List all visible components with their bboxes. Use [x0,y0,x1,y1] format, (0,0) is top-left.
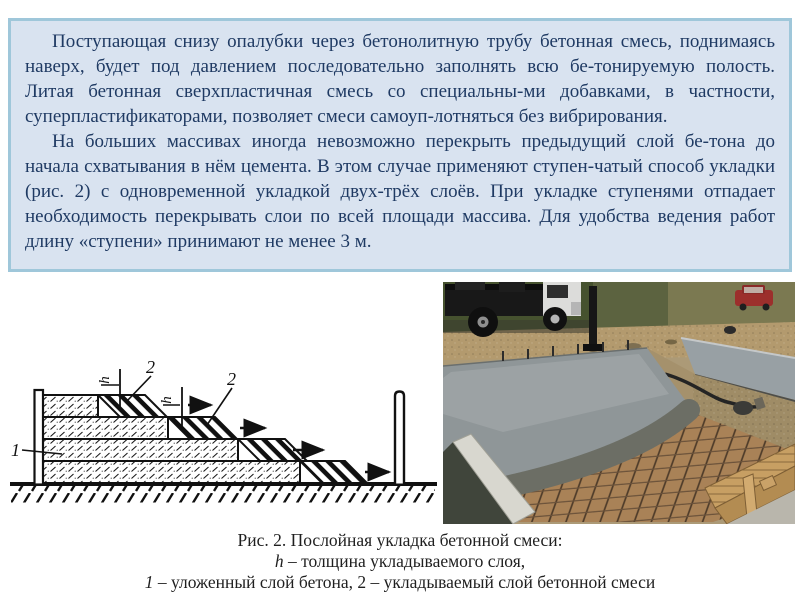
caption-legend-1-2: 1 – уложенный слой бетона, 2 – укладываемый слой бетонной смеси [144,572,656,592]
dimension-label-h1: h [97,376,113,384]
figure-caption [0,530,800,593]
layered-placement-diagram [5,333,440,518]
caption-title: Рис. 2. Послойная укладка бетонной смеси: [237,530,563,550]
label-1: 1 [11,440,20,460]
caption-legend-h: h – толщина укладываемого слоя, [274,551,526,571]
formwork-post-right [395,392,404,484]
info-text-box [8,18,792,272]
construction-photo [443,282,795,524]
dimension-label-h2: h [159,396,175,404]
concrete-layers [42,395,367,483]
paragraph-concrete-mix: Поступающая снизу опалубки через бетонолитную трубу бетонная смесь, поднимаясь наверх, будет под давлением последовательно заполнять всю бе-тонируемую полость. Литая бетонная сверхпластичная смесь со специальны-ми добавками, в частности, суперпластификаторами, позволяет смеси самоуп-лотняться без вибрирования. [25,31,775,127]
label-2a: 2 [146,357,155,377]
formwork-wall-left [35,390,44,485]
paragraph-stepped-placement: На больших массивах иногда невозможно перекрыть предыдущий слой бе-тона до начала схватывания в нём цемента. В этом случае применяют ступен-чатый способ укладки (рис. 2) с одновременной укладкой двух-трёх слоёв. При укладке ступенями отпадает необходимость перекрывать слои по всей площади массива. Для удобства ведения работ длину «ступени» принимают не менее 3 м. [25,131,775,252]
label-2b: 2 [227,369,236,389]
ground-hatching [10,484,437,503]
